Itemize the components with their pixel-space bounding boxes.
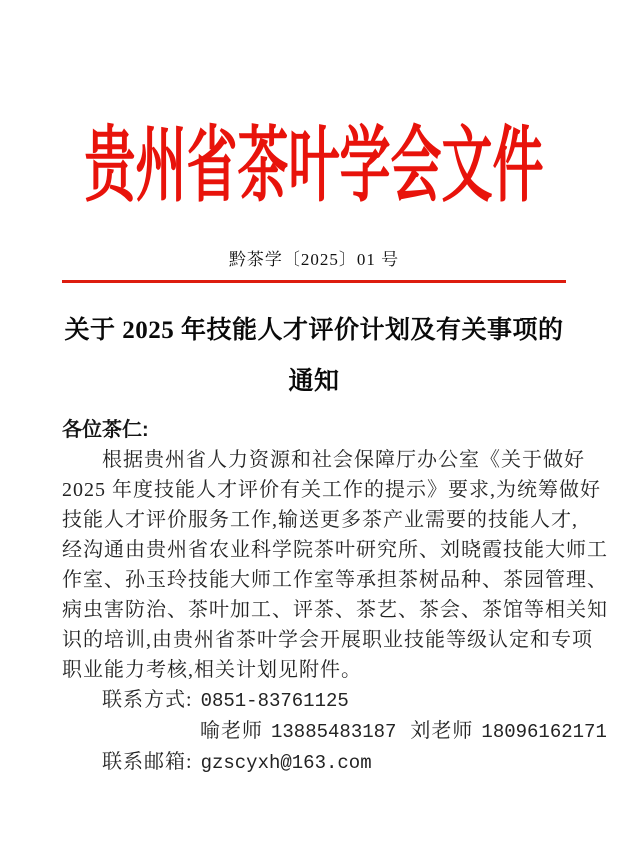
body-line: 作室、孙玉玲技能大师工作室等承担茶树品种、茶园管理、 [62,569,608,591]
body-line: 职业能力考核,相关计划见附件。 [62,659,362,681]
salutation: 各位茶仁: [62,419,149,441]
contact-email-row [62,747,566,778]
contact-phone-number: 0851-83761125 [200,690,349,712]
contact-persons-row [62,716,607,747]
body-line: 经沟通由贵州省农业科学院茶叶研究所、刘晓霞技能大师工 [62,539,608,561]
notice-title-line2: 通知 [288,368,340,395]
notice-title [62,305,566,407]
body-line: 识的培训,由贵州省茶叶学会开展职业技能等级认定和专项 [62,629,593,651]
letterhead-title: 贵州省茶叶学会文件 [84,122,544,214]
contact-person-1-phone: 13885483187 [271,721,397,743]
contact-person-1-name: 喻老师 [200,720,263,742]
notice-title-line1: 关于 2025 年技能人才评价计划及有关事项的 [64,317,564,344]
body-paragraph [62,445,608,685]
body-line: 病虫害防治、茶叶加工、评茶、茶艺、茶会、茶馆等相关知 [62,599,608,621]
contact-email-label: 联系邮箱: [102,751,193,773]
contact-person-2-phone: 18096162171 [481,721,607,743]
contact-person-2-name: 刘老师 [410,720,474,742]
body-line: 技能人才评价服务工作,输送更多茶产业需要的技能人才, [62,509,578,531]
body-line: 2025 年度技能人才评价有关工作的提示》要求,为统筹做好 [62,479,601,501]
contact-phone-label: 联系方式: [102,689,193,711]
contact-email-address: gzscyxh@163.com [200,752,372,774]
red-divider-line [62,280,566,283]
contact-phone-row [62,685,566,716]
document-number: 黔茶学〔2025〕01 号 [228,250,400,269]
body-line: 根据贵州省人力资源和社会保障厅办公室《关于做好 [102,449,585,471]
